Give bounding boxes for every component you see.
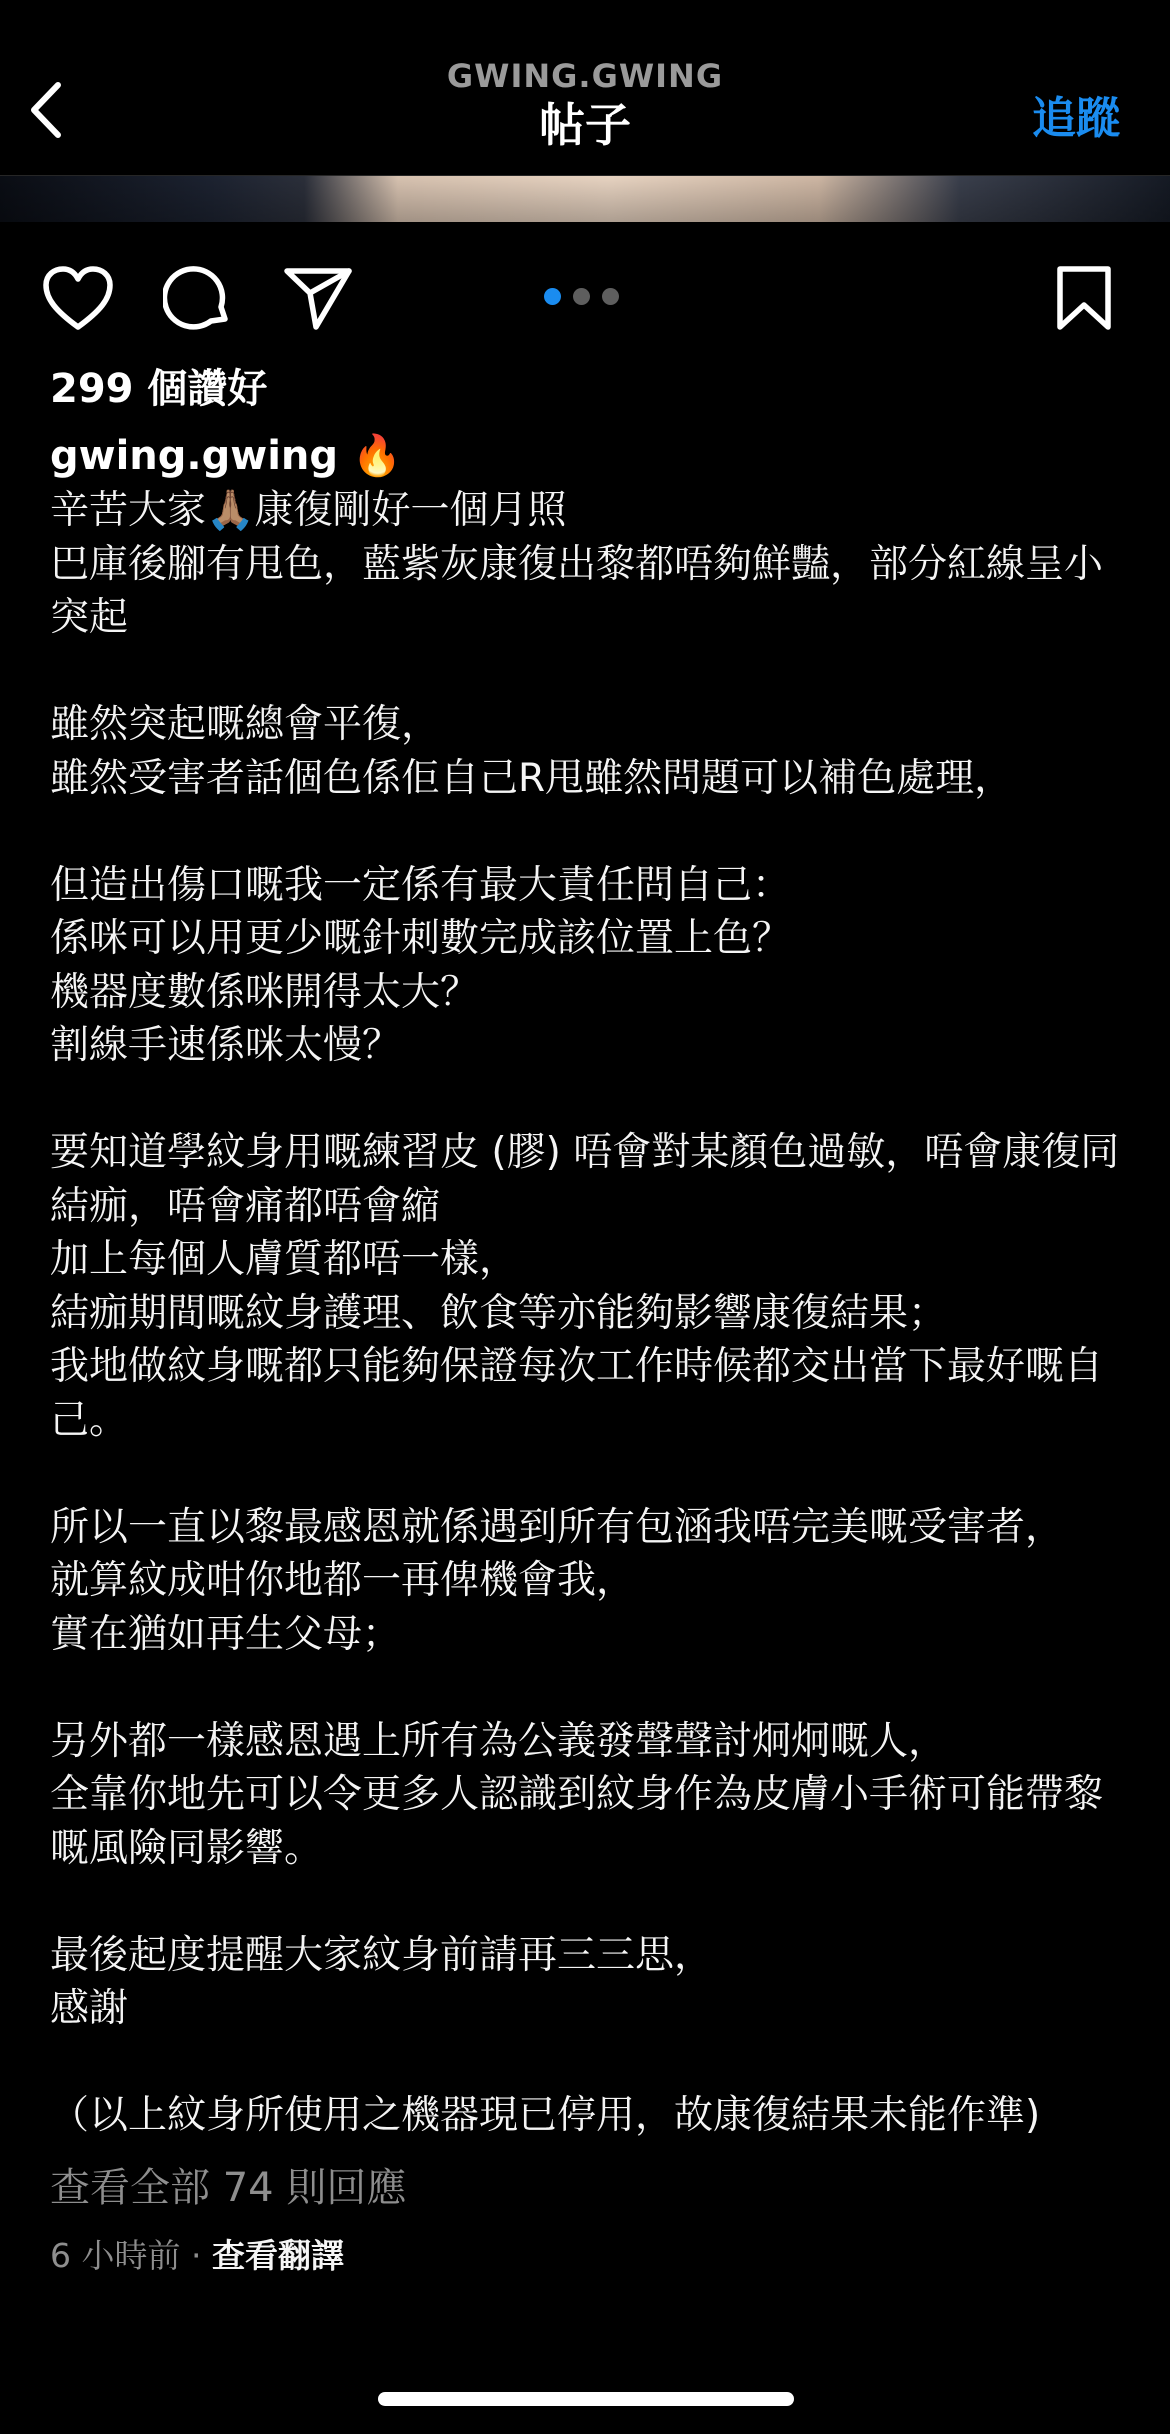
carousel-indicator bbox=[544, 288, 619, 305]
carousel-dot-active bbox=[544, 288, 561, 305]
comment-button[interactable] bbox=[158, 258, 238, 338]
post-image[interactable] bbox=[0, 176, 1170, 222]
share-button[interactable] bbox=[278, 258, 358, 338]
navigation-header bbox=[0, 0, 1170, 176]
view-all-comments-link[interactable]: 查看全部 74 則回應 bbox=[50, 2164, 407, 2211]
heart-icon bbox=[42, 265, 114, 331]
carousel-dot bbox=[573, 288, 590, 305]
caption-author[interactable]: gwing.gwing bbox=[50, 433, 339, 479]
header-titles bbox=[0, 56, 1170, 154]
post-timestamp: 6 小時前 bbox=[50, 2235, 181, 2275]
header-username: GWING.GWING bbox=[446, 57, 724, 95]
carousel-dot bbox=[602, 288, 619, 305]
post-details bbox=[50, 360, 1130, 2279]
paper-plane-icon bbox=[283, 265, 353, 331]
bookmark-icon bbox=[1056, 265, 1112, 331]
caption-author-line bbox=[50, 428, 1130, 484]
comment-bubble-icon bbox=[163, 263, 233, 333]
see-translation-link[interactable]: 查看翻譯 bbox=[212, 2235, 344, 2275]
save-button[interactable] bbox=[1044, 258, 1124, 338]
meta-separator: · bbox=[191, 2235, 202, 2275]
post-meta bbox=[50, 2233, 1130, 2279]
home-indicator bbox=[378, 2392, 794, 2406]
post-caption: 辛苦大家🙏🏽康復剛好一個月照 巴庫後腳有甩色，藍紫灰康復出黎都唔夠鮮豔，部分紅線呈小突起 雖然突起嘅總會平復， 雖然受害者話個色係佢自己R甩雖然問題可以補色處理， 但造出傷口嘅我一定係有最大責任問自己： 係咪可以用更少嘅針刺數完成該位置上色？ 機器度數係咪開得太大？ 割線手速係咪太慢？ 要知道學紋身用嘅練習皮 (膠) 唔會對某顏色過敏，唔會康復同結痂，唔會痛都唔會縮 加上每個人膚質都唔一樣， 結痂期間嘅紋身護理、飲食等亦能夠影響康復結果； 我地做紋身嘅都只能夠保證每次工作時候都交出當下最好嘅自己。 所以一直以黎最感恩就係遇到所有包涵我唔完美嘅受害者， 就算紋成咁你地都一再俾機會我， 實在猶如再生父母； 另外都一樣感恩遇上所有為公義發聲聲討炯炯嘅人， 全靠你地先可以令更多人認識到紋身作為皮膚小手術可能帶黎嘅風險同影響。 最後起度提醒大家紋身前請再三三思， 感謝 （以上紋身所使用之機器現已停用，故康復結果未能作準) bbox=[50, 488, 1120, 2138]
follow-button[interactable]: 追蹤 bbox=[1032, 93, 1120, 144]
page-title: 帖子 bbox=[539, 98, 631, 152]
post-action-bar bbox=[0, 222, 1170, 367]
fire-emoji: 🔥 bbox=[351, 433, 402, 479]
like-count[interactable]: 299 個讚好 bbox=[50, 366, 268, 412]
like-button[interactable] bbox=[38, 258, 118, 338]
